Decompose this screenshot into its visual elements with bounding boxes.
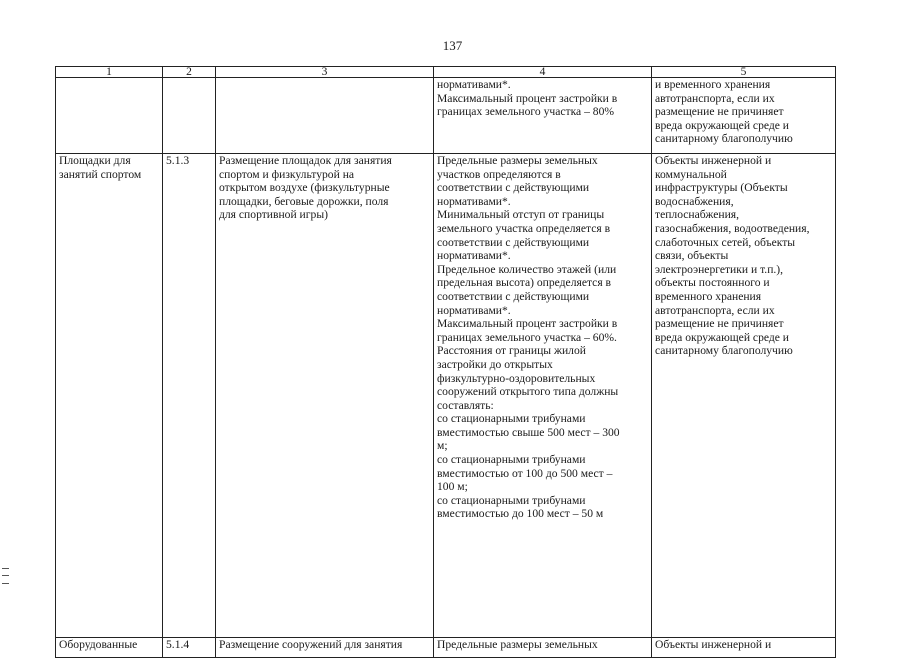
text-line: вреда окружающей среде и (655, 118, 790, 132)
text-line: сооружений открытого типа должны (437, 385, 619, 399)
text-line: газоснабжения, водоотведения, (655, 221, 810, 235)
text-line: открытом воздухе (физкультурные (219, 181, 390, 195)
text-line: нормативами*. (437, 303, 511, 317)
cell-parameters (434, 78, 652, 154)
text-line: соответствии с действующими (437, 235, 590, 249)
text-line: Максимальный процент застройки в (437, 91, 618, 105)
text-line: со стационарными трибунами (437, 412, 586, 426)
cell-code: 5.1.3 (163, 154, 216, 638)
text-line: размещение не причиняет (655, 105, 784, 119)
text-line: м; (437, 439, 448, 453)
text-line: составлять: (437, 398, 494, 412)
cell-auxiliary-uses (652, 78, 836, 154)
table-row-continuation (56, 78, 836, 154)
text-line: границах земельного участка – 60%. (437, 330, 617, 344)
text-line: для спортивной игры) (219, 208, 328, 222)
cell-description: Размещение сооружений для занятия (216, 638, 434, 658)
text-line: санитарному благополучию (655, 344, 793, 358)
header-col-4: 4 (434, 67, 652, 78)
text-line: нормативами*. (437, 78, 511, 91)
text-line: спортом и физкультурой на (219, 167, 355, 181)
text-line: занятий спортом (59, 167, 142, 181)
text-line: нормативами*. (437, 194, 511, 208)
table-row-next (56, 638, 836, 658)
text-line: со стационарными трибунами (437, 493, 586, 507)
text-line: Максимальный процент застройки в (437, 317, 618, 331)
text-line: со стационарными трибунами (437, 453, 586, 467)
text-line: слаботочных сетей, объекты (655, 235, 796, 249)
text-line: Предельное количество этажей (или (437, 262, 617, 276)
text-line: физкультурно-оздоровительных (437, 371, 596, 385)
header-col-3: 3 (216, 67, 434, 78)
text-line: связи, объекты (655, 249, 729, 263)
text-line: автотранспорта, если их (655, 303, 775, 317)
text-line: вреда окружающей среде и (655, 330, 790, 344)
text-line: площадки, беговые дорожки, поля (219, 194, 389, 208)
text-line: 100 м; (437, 480, 468, 494)
text-line: нормативами*. (437, 249, 511, 263)
text-line: соответствии с действующими (437, 289, 590, 303)
header-row (56, 67, 836, 78)
cell-code (163, 78, 216, 154)
cell-code: 5.1.4 (163, 638, 216, 658)
text-line: соответствии с действующими (437, 181, 590, 195)
text-line: вместимостью от 100 до 500 мест – (437, 466, 613, 480)
cell-use-name (56, 154, 163, 638)
cell-use-name: Оборудованные (56, 638, 163, 658)
header-col-2: 2 (163, 67, 216, 78)
header-col-5: 5 (652, 67, 836, 78)
text-line: автотранспорта, если их (655, 91, 775, 105)
text-line: вместимостью свыше 500 мест – 300 (437, 425, 620, 439)
text-line: теплоснабжения, (655, 208, 740, 222)
text-line: временного хранения (655, 289, 762, 303)
text-line: Объекты инженерной и (655, 154, 772, 167)
table-row-sport (56, 154, 836, 638)
zoning-table (55, 66, 836, 658)
text-line: вместимостью до 100 мест – 50 м (437, 507, 604, 521)
cell-description (216, 154, 434, 638)
text-line: Расстояния от границы жилой (437, 344, 586, 358)
cell-use-name (56, 78, 163, 154)
text-line: коммунальной (655, 167, 727, 181)
text-line: Минимальный отступ от границы (437, 208, 605, 222)
header-col-1: 1 (56, 67, 163, 78)
text-line: водоснабжения, (655, 194, 734, 208)
text-line: объекты постоянного и (655, 276, 770, 290)
text-line: и временного хранения (655, 78, 771, 91)
page-number: 137 (442, 38, 463, 53)
cell-parameters (434, 154, 652, 638)
text-line: застройки до открытых (437, 357, 553, 371)
text-line: инфраструктуры (Объекты (655, 181, 788, 195)
text-line: Размещение площадок для занятия (219, 154, 392, 167)
text-line: санитарному благополучию (655, 132, 793, 146)
scan-edge-mark (2, 568, 9, 584)
text-line: Предельные размеры земельных (437, 154, 598, 167)
text-line: электроэнергетики и т.п.), (655, 262, 784, 276)
text-line: Площадки для (59, 154, 131, 167)
text-line: границах земельного участка – 80% (437, 105, 615, 119)
cell-auxiliary-uses (652, 154, 836, 638)
text-line: предельная высота) определяется в (437, 276, 612, 290)
text-line: участков определяются в (437, 167, 561, 181)
cell-parameters: Предельные размеры земельных (434, 638, 652, 658)
text-line: размещение не причиняет (655, 317, 784, 331)
cell-auxiliary-uses: Объекты инженерной и (652, 638, 836, 658)
text-line: земельного участка определяется в (437, 221, 611, 235)
cell-description (216, 78, 434, 154)
